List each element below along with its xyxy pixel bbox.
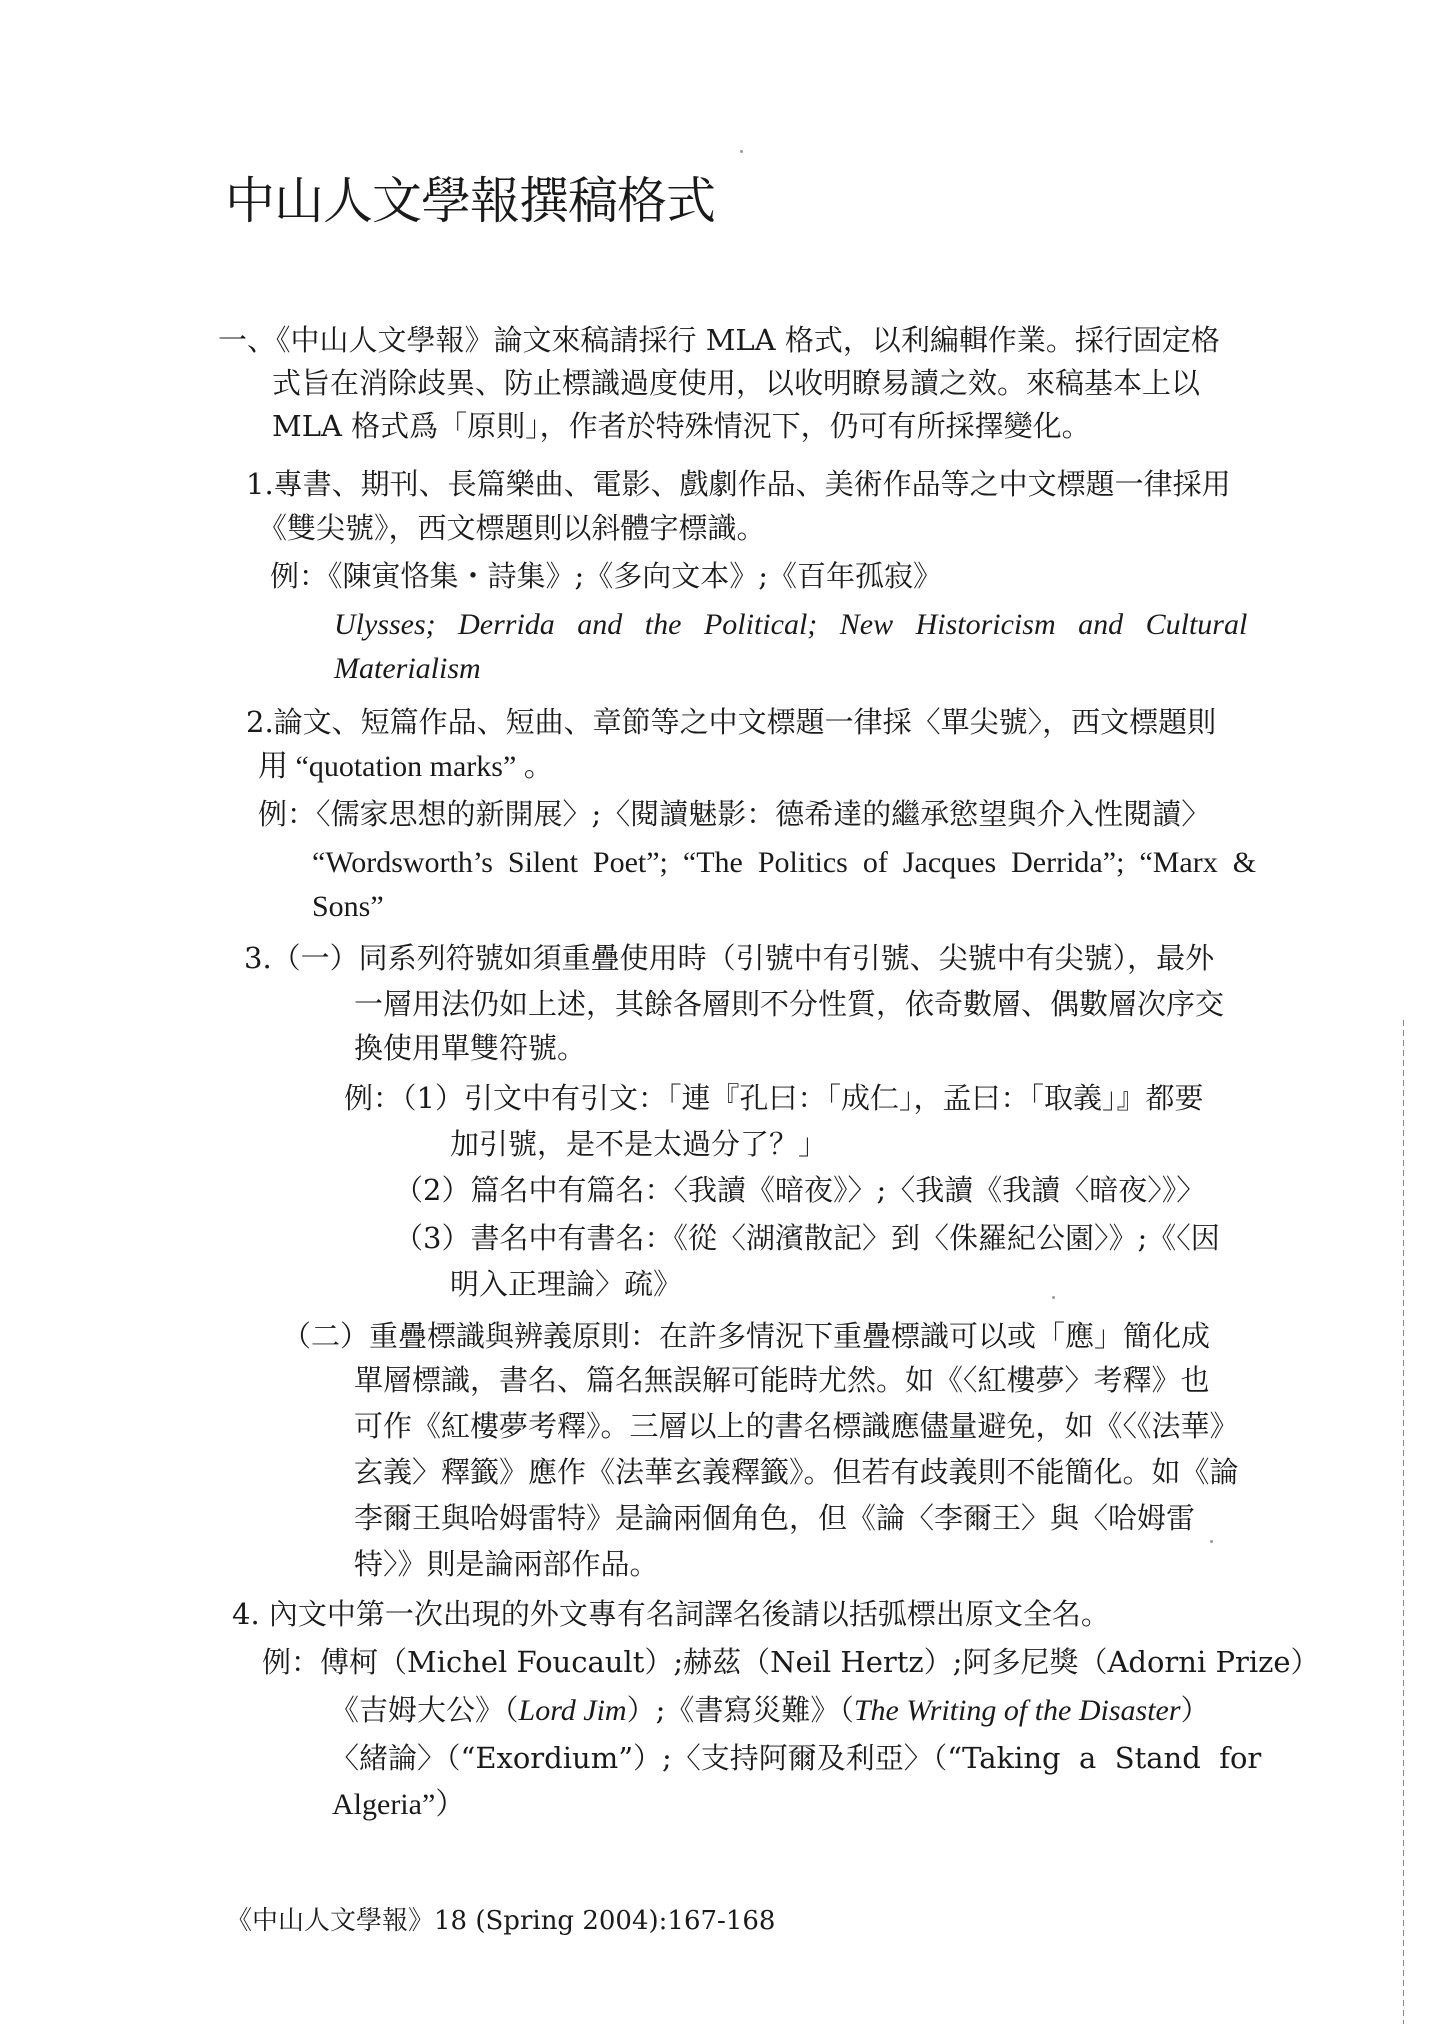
item-4-example-1: 例：傅柯（Michel Foucault）;赫茲（Neil Hertz）;阿多尼獎（Adorni Prize） <box>262 1645 1320 1679</box>
item-3-line-2: 一層用法仍如上述，其餘各層則不分性質，依奇數層、偶數層次序交 <box>354 987 1225 1021</box>
item-4-example-2-title-1: Lord Jim <box>518 1694 627 1727</box>
item-3-example-3a: （3）書名中有書名：《從〈湖濱散記〉到〈侏羅紀公園〉》;《〈因 <box>394 1221 1220 1255</box>
item-1-line-1: 1.專書、期刊、長篇樂曲、電影、戲劇作品、美術作品等之中文標題一律採用 <box>246 467 1231 501</box>
item-3-example-1b: 加引號，是不是太過分了？」 <box>450 1127 828 1161</box>
scan-speck <box>1210 1540 1213 1543</box>
item-2-english-2: Sons” <box>312 890 384 923</box>
item-4-example-2-part-a: 《吉姆大公》（ <box>330 1693 519 1727</box>
footer-citation: 《中山人文學報》18 (Spring 2004):167-168 <box>226 1906 776 1936</box>
item-3-part-2-line-3: 可作《紅樓夢考釋》。三層以上的書名標識應儘量避免，如《〈《法華》 <box>354 1409 1239 1443</box>
item-4-example-2-part-c: ）;《書寫災難》（ <box>626 1693 854 1727</box>
item-3-part-2-line-1: （二）重疊標識與辨義原則：在許多情況下重疊標識可以或「應」簡化成 <box>282 1319 1211 1353</box>
item-4-example-4: Algeria”） <box>332 1788 466 1821</box>
item-1-line-2: 《雙尖號》，西文標題則以斜體字標識。 <box>258 511 766 545</box>
item-3-part-2-line-2: 單層標識，書名、篇名無誤解可能時尤然。如《〈紅樓夢〉考釋》也 <box>354 1363 1210 1397</box>
item-1-english-2: Materialism <box>334 652 481 685</box>
scan-speck <box>740 150 743 153</box>
item-2-english-1: “Wordsworth’s Silent Poet”; “The Politics of Jacques Derrida”; “Marx & <box>312 846 1257 879</box>
item-4-example-2-title-2: The Writing of the Disaster <box>853 1694 1181 1727</box>
item-1-example: 例：《陳寅恪集・詩集》;《多向文本》;《百年孤寂》 <box>270 559 943 593</box>
item-4-example-3: 〈緒論〉（“Exordium”）;〈支持阿爾及利亞〉（“Taking a Stand for <box>330 1741 1262 1775</box>
scan-speck <box>1052 1296 1055 1299</box>
section-one-line-2: 式旨在消除歧異、防止標識過度使用，以收明瞭易讀之效。來稿基本上以 <box>272 366 1201 400</box>
item-3-example-1a: 例：（1）引文中有引文：「連『孔曰：「成仁」，孟曰：「取義」』都要 <box>344 1081 1204 1115</box>
item-3-part-2-line-4: 玄義〉釋籤》應作《法華玄義釋籤》。但若有歧義則不能簡化。如《論 <box>354 1455 1239 1489</box>
section-one-line-1: 一、《中山人文學報》論文來稿請採行 MLA 格式，以利編輯作業。採行固定格 <box>218 323 1220 357</box>
item-2-line-2: 用 “quotation marks” 。 <box>258 750 554 783</box>
item-3-example-2: （2）篇名中有篇名：〈我讀《暗夜》〉;〈我讀《我讀〈暗夜〉》〉 <box>394 1173 1206 1207</box>
item-2-example: 例：〈儒家思想的新開展〉;〈閱讀魅影：德希達的繼承慾望與介入性閱讀〉 <box>258 797 1211 831</box>
section-one-line-3: MLA 格式爲「原則」，作者於特殊情況下，仍可有所採擇變化。 <box>272 409 1091 443</box>
scan-edge-line <box>1403 1020 1404 2024</box>
page-title: 中山人文學報撰稿格式 <box>225 172 715 230</box>
item-3-line-3: 換使用單雙符號。 <box>354 1031 587 1065</box>
item-2-line-1: 2.論文、短篇作品、短曲、章節等之中文標題一律採〈單尖號〉，西文標題則 <box>246 705 1217 739</box>
item-4-example-2 <box>330 1693 1210 1727</box>
item-1-english-1: Ulysses; Derrida and the Political; New Historicism and Cultural <box>334 608 1248 641</box>
item-4-line-1: 4. 內文中第一次出現的外文專有名詞譯名後請以括弧標出原文全名。 <box>232 1597 1110 1631</box>
item-3-line-1: 3.（一）同系列符號如須重疊使用時（引號中有引號、尖號中有尖號），最外 <box>244 941 1215 975</box>
item-4-example-2-part-e: ） <box>1180 1693 1210 1727</box>
item-3-part-2-line-6: 特〉》則是論兩部作品。 <box>354 1547 659 1581</box>
item-3-part-2-line-5: 李爾王與哈姆雷特》是論兩個角色，但《論〈李爾王〉與〈哈姆雷 <box>354 1501 1196 1535</box>
item-3-example-3b: 明入正理論〉疏》 <box>450 1267 683 1301</box>
